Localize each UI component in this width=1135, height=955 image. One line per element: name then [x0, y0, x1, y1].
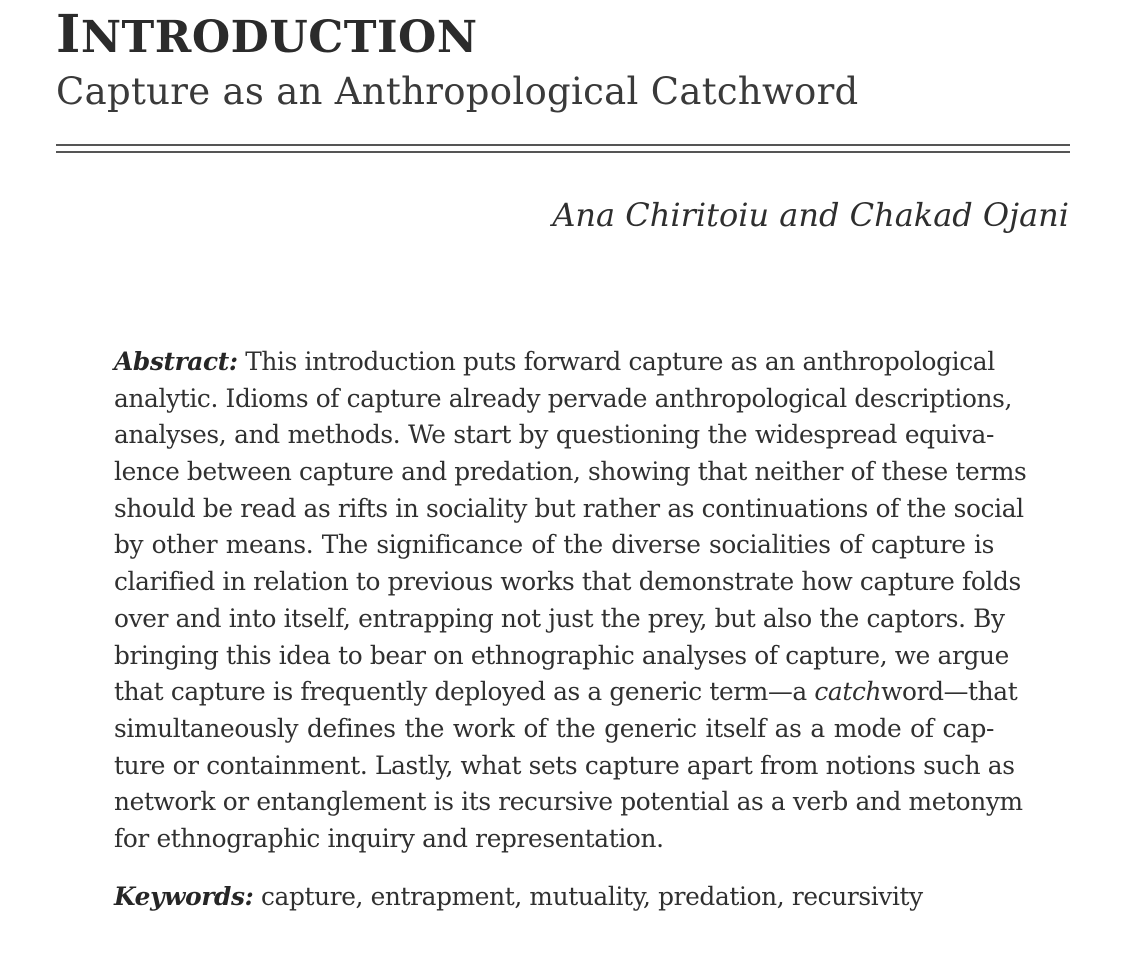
abstract-line	[114, 344, 994, 381]
abstract-line: clarified in relation to previous works that demonstrate how capture folds	[114, 567, 1021, 597]
chapter-title	[56, 4, 478, 65]
abstract-line: bringing this idea to bear on ethnographic analyses of capture, we argue	[114, 640, 1009, 670]
double-rule-top	[56, 144, 1070, 146]
abstract-label: Abstract:	[114, 347, 238, 376]
abstract-line: by other means. The significance of the diverse socialities of capture is	[114, 530, 994, 560]
keywords	[114, 882, 923, 911]
abstract	[114, 344, 1027, 858]
double-rule-bottom	[56, 151, 1070, 153]
abstract-line-text: This introduction puts forward capture as an anthropological	[237, 347, 995, 376]
author-byline: Ana Chiritoiu and Chakad Ojani	[552, 196, 1069, 234]
abstract-line: for ethnographic inquiry and representation.	[114, 823, 664, 853]
abstract-line: analyses, and methods. We start by questioning the widespread equiva-	[114, 420, 994, 450]
abstract-line: ture or containment. Lastly, what sets capture apart from notions such as	[114, 750, 1015, 780]
chapter-title-initial: I	[56, 4, 81, 65]
abstract-line: over and into itself, entrapping not just the prey, but also the captors. By	[114, 603, 1005, 633]
abstract-line-text: word—that	[881, 677, 1018, 707]
keywords-text: capture, entrapment, mutuality, predation, recursivity	[253, 882, 923, 911]
abstract-line: analytic. Idioms of capture already pervade anthropological descriptions,	[114, 383, 1013, 413]
chapter-title-rest: NTRODUCTION	[80, 12, 478, 63]
abstract-line	[114, 674, 1018, 711]
abstract-line: simultaneously defines the work of the generic itself as a mode of cap-	[114, 713, 994, 743]
abstract-line: lence between capture and predation, showing that neither of these terms	[114, 457, 1027, 487]
abstract-line: should be read as rifts in sociality but rather as continuations of the social	[114, 493, 1024, 523]
chapter-subtitle: Capture as an Anthropological Catchword	[56, 70, 859, 113]
abstract-italic-word: catch	[814, 677, 882, 707]
keywords-label: Keywords:	[114, 882, 254, 911]
abstract-line: network or entanglement is its recursive potential as a verb and metonym	[114, 787, 1023, 817]
abstract-line-text: that capture is frequently deployed as a generic term—a	[114, 677, 815, 707]
